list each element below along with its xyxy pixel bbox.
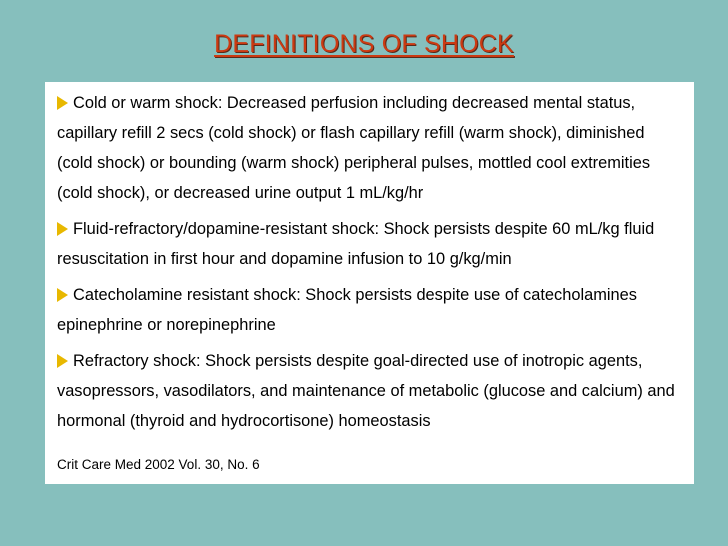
bullet-text: Cold or warm shock: Decreased perfusion including decreased mental status, capillary refill 2 secs (cold shock) or flash capillary refill (warm shock), diminished (cold shock) or bounding (warm shock) peripheral pulses, mottled cool extremities (cold shock), or decreased urine output 1 mL/kg/hr bbox=[57, 94, 651, 202]
arrow-bullet-icon bbox=[57, 222, 68, 236]
arrow-bullet-icon bbox=[57, 354, 68, 368]
arrow-bullet-icon bbox=[57, 96, 68, 110]
citation: Crit Care Med 2002 Vol. 30, No. 6 bbox=[57, 457, 260, 472]
bullet-refractory-shock bbox=[57, 346, 682, 436]
slide-title: DEFINITIONS OF SHOCK bbox=[214, 30, 514, 58]
bullet-catecholamine-resistant-shock bbox=[57, 280, 682, 340]
bullet-text: Fluid-refractory/dopamine-resistant shock: Shock persists despite 60 mL/kg fluid resuscitation in first hour and dopamine infusion to 10 g/kg/min bbox=[57, 220, 655, 268]
content-box bbox=[45, 82, 694, 484]
arrow-bullet-icon bbox=[57, 288, 68, 302]
bullet-fluid-refractory-shock bbox=[57, 214, 682, 274]
bullet-text: Refractory shock: Shock persists despite goal-directed use of inotropic agents, vasopressors, vasodilators, and maintenance of metabolic (glucose and calcium) and hormonal (thyroid and hydrocortisone) homeostasis bbox=[57, 352, 675, 430]
bullet-cold-warm-shock bbox=[57, 88, 682, 208]
bullet-text: Catecholamine resistant shock: Shock persists despite use of catecholamines epinephrine or norepinephrine bbox=[57, 286, 637, 334]
